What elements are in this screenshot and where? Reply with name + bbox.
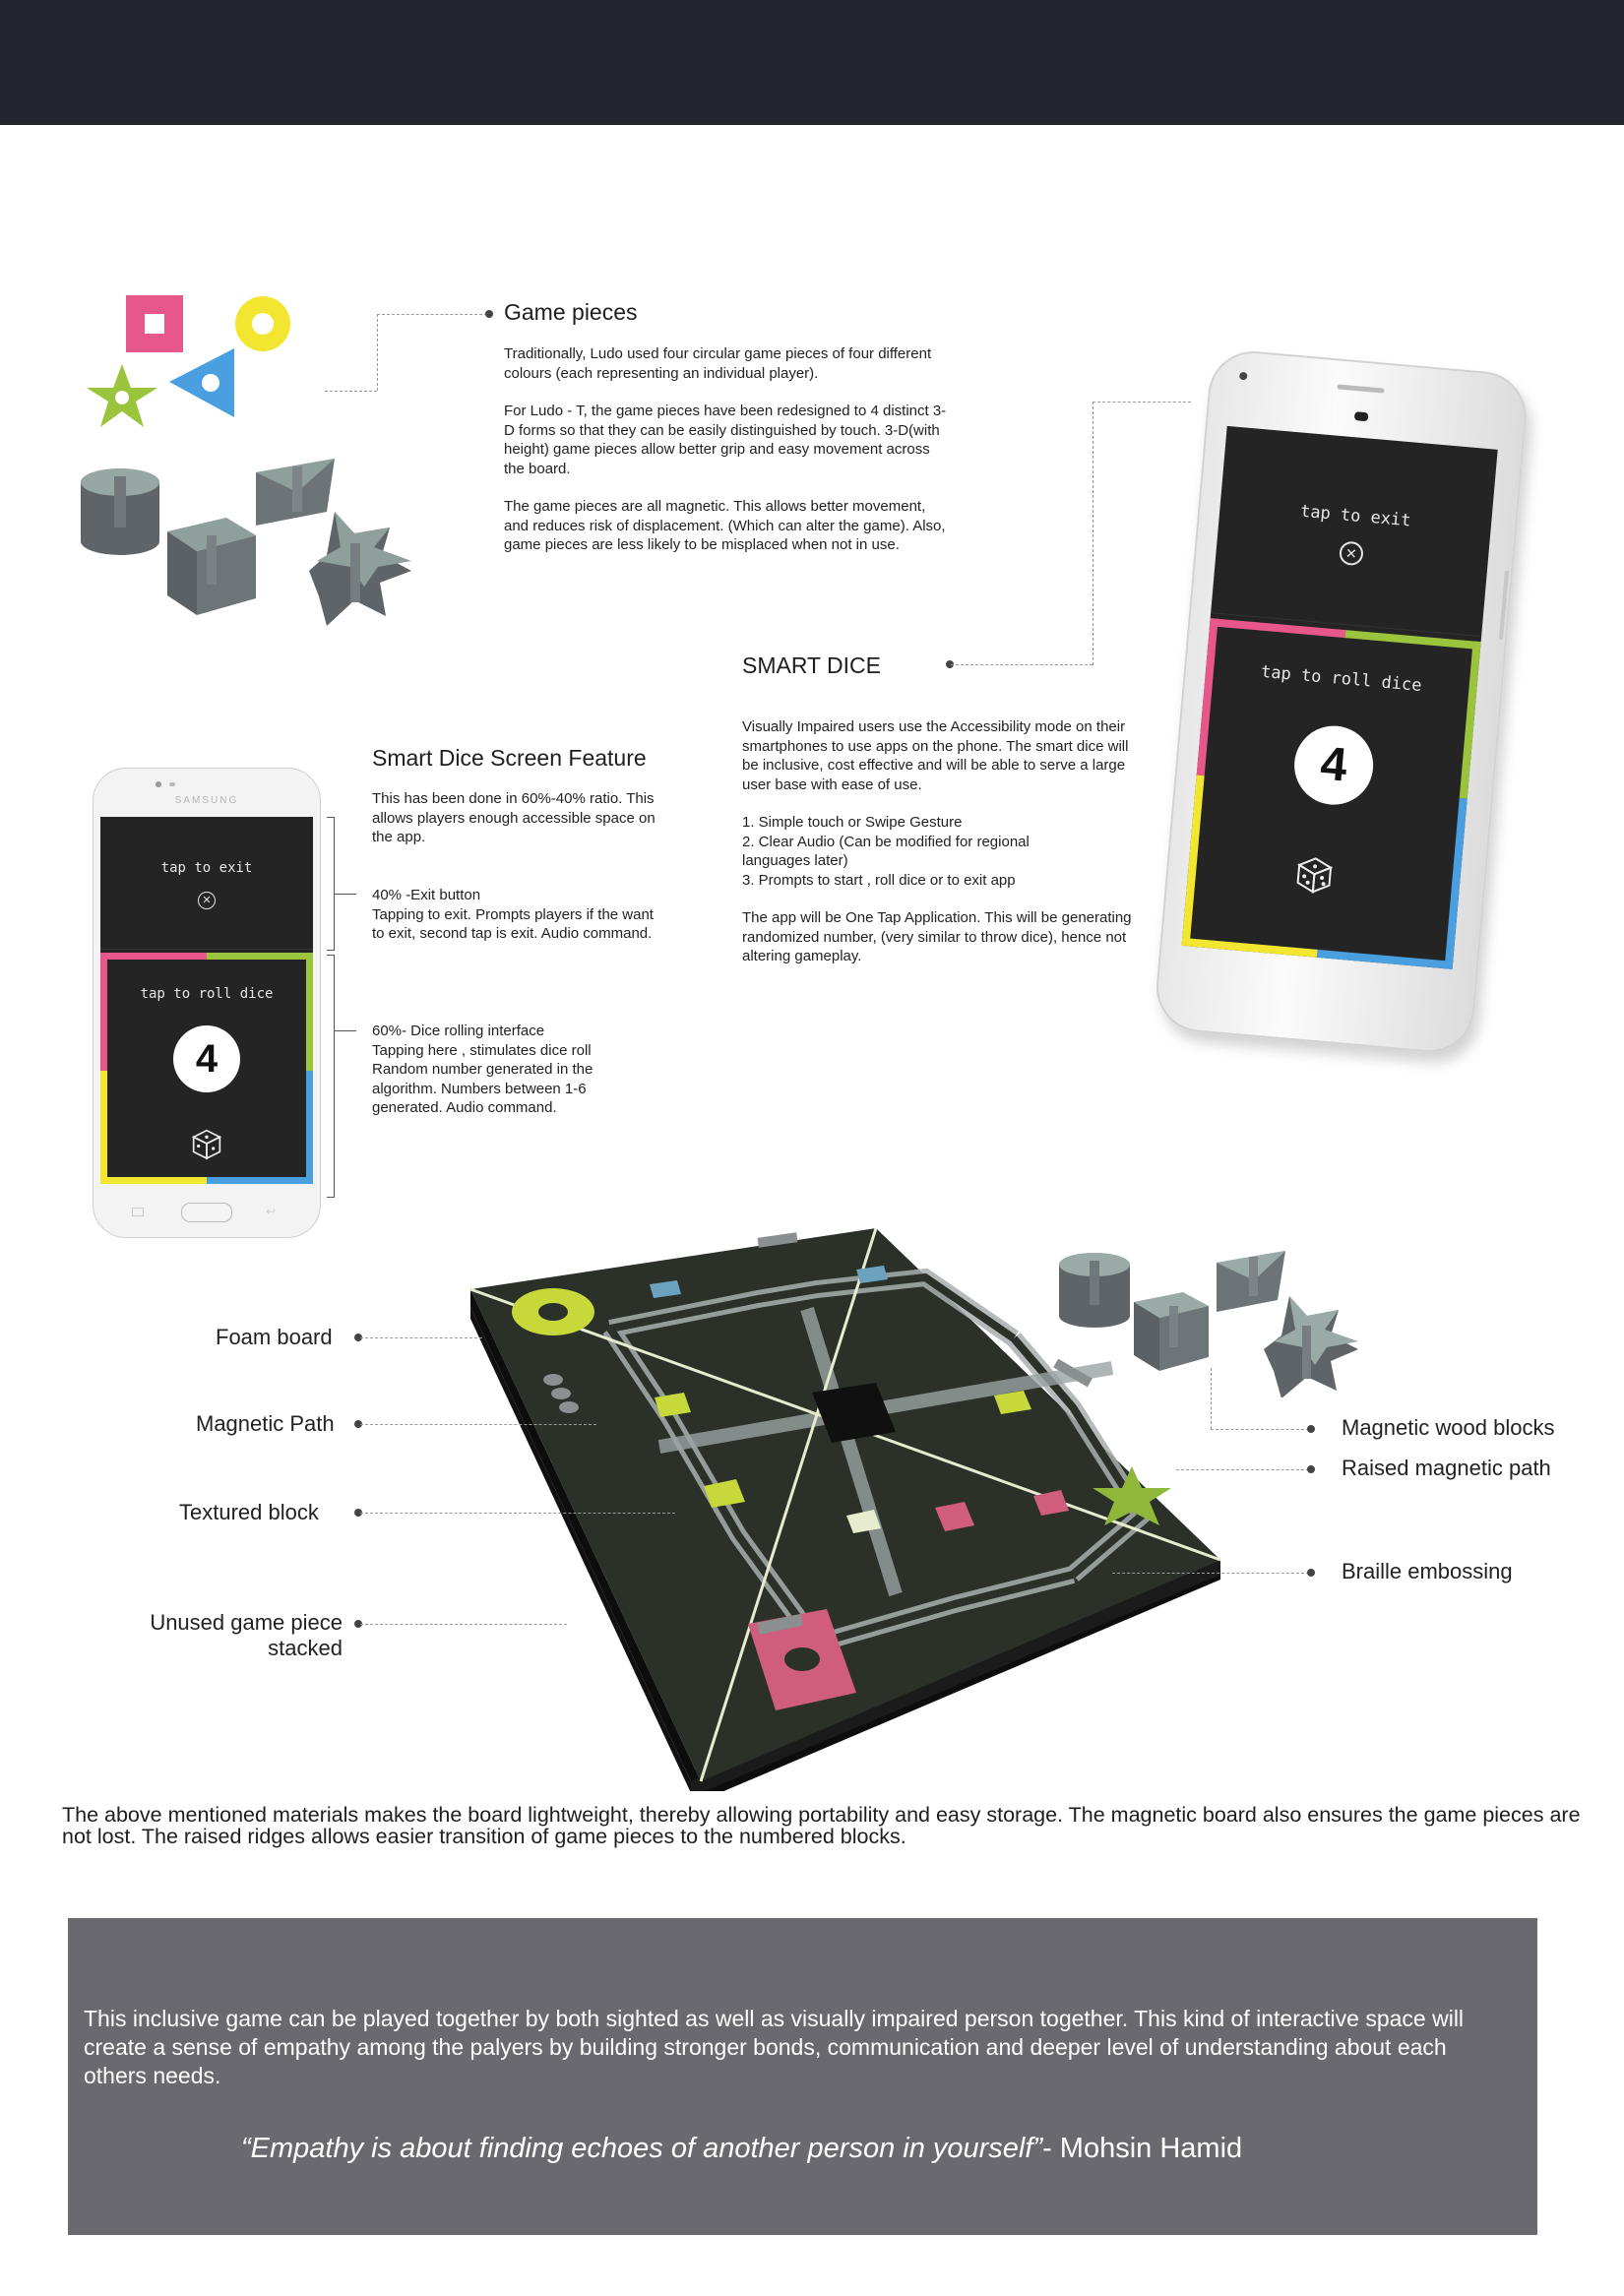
roll-zone[interactable] xyxy=(100,953,313,1184)
connector-line xyxy=(377,314,487,315)
magnetic-wood-blocks-illustration xyxy=(1053,1245,1388,1397)
game-pieces-p1: Traditionally, Ludo used four circular game pieces of four different colours (each representing an individual player). xyxy=(504,345,932,382)
label-unused-game-piece xyxy=(143,1610,343,1661)
smart-dice-list-item: 1. Simple touch or Swipe Gesture xyxy=(742,814,963,831)
screen-feature-intro: This has been done in 60%-40% ratio. This allows players enough accessible space on the app. xyxy=(372,790,656,845)
dice-number: 4 xyxy=(1291,722,1377,808)
label-unused-line2: stacked xyxy=(268,1636,343,1660)
exit-zone[interactable] xyxy=(1211,426,1498,637)
roll-zone[interactable] xyxy=(1182,618,1481,969)
label-textured-block: Textured block xyxy=(179,1500,319,1524)
connector-dot xyxy=(1307,1569,1315,1577)
phone-screen xyxy=(1182,426,1498,969)
smart-dice-list-item: 2. Clear Audio (Can be modified for regional languages later) xyxy=(742,833,1030,869)
connector-line xyxy=(360,1424,596,1425)
label-foam-board: Foam board xyxy=(216,1325,333,1349)
dice-icon xyxy=(187,1124,226,1163)
label-magnetic-path: Magnetic Path xyxy=(196,1411,335,1436)
header-bar xyxy=(0,0,1624,125)
large-phone xyxy=(1152,347,1575,1076)
closing-quote xyxy=(241,2133,1242,2165)
smart-dice-list-item: 3. Prompts to start , roll dice or to exit app xyxy=(742,871,1016,889)
sensor xyxy=(1354,411,1369,421)
quote-author: - Mohsin Hamid xyxy=(1042,2133,1243,2164)
connector-line xyxy=(360,1624,567,1625)
exit-feature-text: Tapping to exit. Prompts players if the want to exit, second tap is exit. Audio command. xyxy=(372,905,654,942)
label-unused-line1: Unused game piece xyxy=(150,1610,343,1635)
exit-label: tap to exit xyxy=(1299,501,1412,531)
connector-line xyxy=(951,664,1093,665)
smart-dice-title: SMART DICE xyxy=(742,652,882,678)
connector-dot xyxy=(1307,1425,1315,1433)
smart-dice-p1: Visually Impaired users use the Accessibility mode on their smartphones to use apps on the phone. The smart dice will be inclusive, cost effective and will be able to serve a large user base with ease of use. xyxy=(742,718,1129,793)
flat-game-pieces-illustration xyxy=(79,285,295,443)
game-pieces-p3: The game pieces are all magnetic. This allows better movement, and reduces risk of displacement. (Which can alter the game). Also, game pieces are less likely to be misplaced when not in use. xyxy=(504,498,946,553)
close-icon: ✕ xyxy=(1339,540,1364,566)
connector-line xyxy=(1211,1429,1309,1430)
smart-dice-description xyxy=(742,717,1136,985)
connector-line xyxy=(1112,1573,1309,1574)
quote-text: “Empathy is about finding echoes of another person in yourself” xyxy=(241,2133,1043,2164)
closing-paragraph: This inclusive game can be played together by both sighted as well as visually impaired person together. This kind of interactive space will create a sense of empathy among the palyers by building stronger bonds, communication and deeper level of understanding about each others needs. xyxy=(84,2006,1465,2088)
brand-logo: SAMSUNG xyxy=(174,795,239,806)
dice-number: 4 xyxy=(173,1025,240,1092)
connector-line xyxy=(360,1337,482,1338)
roll-feature-text: Tapping here , stimulates dice roll Random number generated in the algorithm. Numbers between 1-6 generated. Audio command. xyxy=(372,1041,593,1116)
connector-line xyxy=(335,1030,356,1031)
game-pieces-title: Game pieces xyxy=(504,299,638,325)
exit-feature-description xyxy=(372,886,657,944)
connector-line xyxy=(360,1513,675,1514)
3d-game-pieces-illustration xyxy=(69,453,443,635)
game-pieces-description xyxy=(504,344,947,574)
exit-label: tap to exit xyxy=(160,860,253,876)
dice-icon xyxy=(1288,848,1340,900)
exit-bracket xyxy=(327,817,335,951)
exit-zone[interactable] xyxy=(100,817,313,950)
exit-feature-title: 40% -Exit button xyxy=(372,887,481,903)
connector-line xyxy=(1211,1368,1212,1429)
materials-description: The above mentioned materials makes the board lightweight, thereby allowing portability and easy storage. The magnetic board also ensures the game pieces are not lost. The raised ridges allows easier transition of game pieces to the numbered blocks. xyxy=(62,1803,1581,1848)
roll-label: tap to roll dice xyxy=(140,986,274,1002)
roll-bracket xyxy=(327,955,335,1198)
home-button xyxy=(181,1203,232,1222)
roll-feature-title: 60%- Dice rolling interface xyxy=(372,1023,545,1039)
connector-line xyxy=(325,391,377,392)
recent-apps-icon xyxy=(132,1208,144,1216)
connector-line xyxy=(335,894,356,895)
back-icon: ↩ xyxy=(266,1205,277,1218)
roll-feature-description xyxy=(372,1022,638,1118)
label-magnetic-wood-blocks: Magnetic wood blocks xyxy=(1342,1415,1555,1440)
game-pieces-p2: For Ludo - T, the game pieces have been redesigned to 4 distinct 3-D forms so that they can be easily distinguished by touch. 3-D(with height) game pieces allow better grip and easy movement across the board. xyxy=(504,403,947,477)
phone-screen xyxy=(100,817,313,1184)
connector-line xyxy=(1093,402,1191,403)
smart-dice-p2: The app will be One Tap Application. This will be generating randomized number, (very similar to throw dice), hence not altering gameplay. xyxy=(742,909,1132,964)
label-raised-magnetic-path: Raised magnetic path xyxy=(1342,1456,1551,1480)
connector-line xyxy=(1176,1469,1309,1470)
label-braille-embossing: Braille embossing xyxy=(1342,1559,1513,1583)
connector-dot xyxy=(1307,1465,1315,1473)
close-icon: ✕ xyxy=(198,892,216,909)
small-phone xyxy=(93,768,321,1238)
connector-dot xyxy=(485,310,493,318)
screen-feature-title: Smart Dice Screen Feature xyxy=(372,745,647,771)
roll-label: tap to roll dice xyxy=(1260,661,1423,697)
closing-box xyxy=(68,1918,1537,2235)
connector-line xyxy=(377,314,378,391)
